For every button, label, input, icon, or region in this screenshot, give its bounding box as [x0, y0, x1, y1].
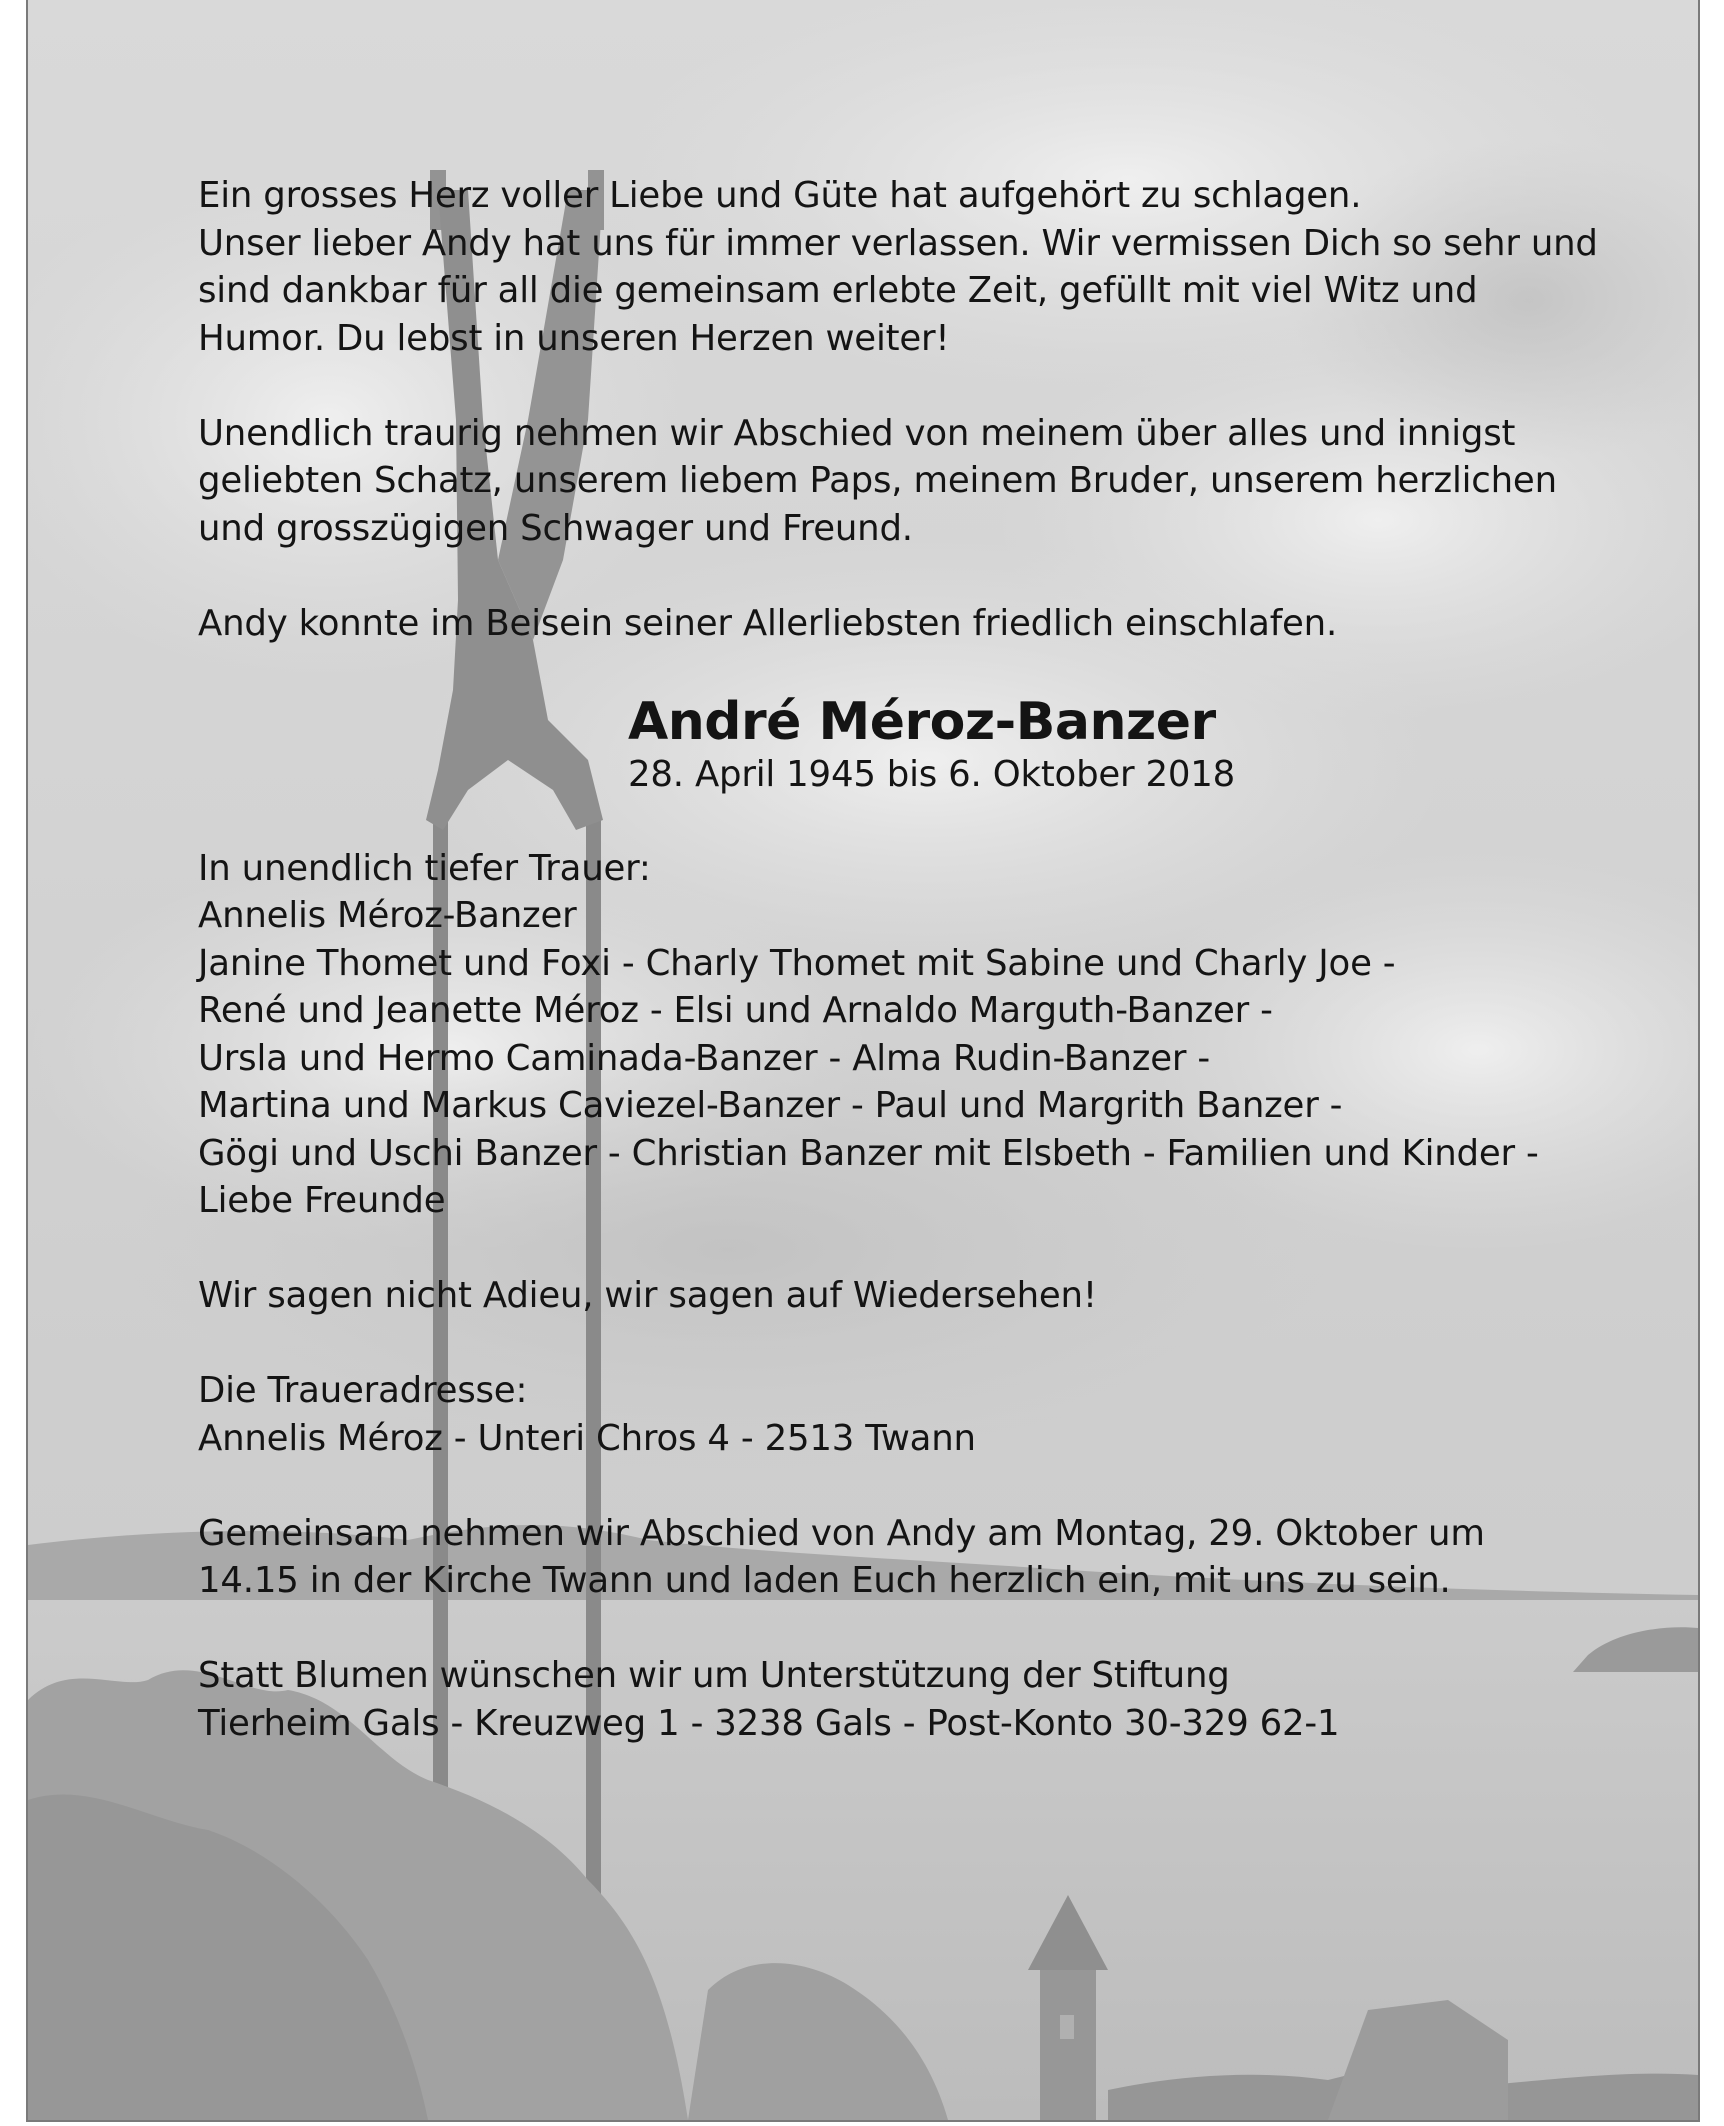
deceased-name: André Méroz-Banzer: [628, 692, 1216, 752]
address-paragraph: [198, 1367, 1648, 1462]
mourners-paragraph: [198, 845, 1648, 1225]
goodbye-paragraph: [198, 1272, 1648, 1320]
donation-line: Tierheim Gals - Kreuzweg 1 - 3238 Gals - Post-Konto 30-329 62-1: [198, 1702, 1340, 1744]
obituary-text: [198, 172, 1648, 1795]
farewell-paragraph: [198, 410, 1648, 553]
peaceful-paragraph: [198, 600, 1648, 648]
mourners-line: Liebe Freunde: [198, 1180, 446, 1221]
mourners-line: Martina und Markus Caviezel-Banzer - Paul und Margrith Banzer -: [198, 1085, 1343, 1126]
ceremony-line: Gemeinsam nehmen wir Abschied von Andy am Montag, 29. Oktober um: [198, 1512, 1485, 1554]
peaceful-line: Andy konnte im Beisein seiner Allerliebsten friedlich einschlafen.: [198, 602, 1338, 644]
ceremony-paragraph: [198, 1510, 1648, 1605]
mourners-line: In unendlich tiefer Trauer:: [198, 847, 651, 889]
farewell-line: geliebten Schatz, unserem liebem Paps, meinem Bruder, unserem herzlichen: [198, 460, 1557, 501]
deceased-block: [628, 691, 1648, 797]
church-tower-body: [1040, 1970, 1096, 2120]
address-line: Annelis Méroz - Unteri Chros 4 - 2513 Twann: [198, 1417, 976, 1459]
deceased-dates: 28. April 1945 bis 6. Oktober 2018: [628, 754, 1236, 795]
church-tower-window: [1060, 2015, 1074, 2039]
intro-paragraph: [198, 172, 1648, 362]
donation-line: Statt Blumen wünschen wir um Unterstützung der Stiftung: [198, 1655, 1230, 1696]
farewell-line: und grosszügigen Schwager und Freund.: [198, 507, 913, 549]
mourners-line: Ursla und Hermo Caminada-Banzer - Alma Rudin-Banzer -: [198, 1037, 1210, 1079]
mourners-line: Janine Thomet und Foxi - Charly Thomet mit Sabine und Charly Joe -: [198, 942, 1396, 984]
intro-line: sind dankbar für all die gemeinsam erlebte Zeit, gefüllt mit viel Witz und: [198, 270, 1478, 311]
mourners-line: Gögi und Uschi Banzer - Christian Banzer mit Elsbeth - Familien und Kinder -: [198, 1132, 1539, 1174]
obituary-page: [26, 0, 1700, 2122]
intro-line: Humor. Du lebst in unseren Herzen weiter!: [198, 317, 950, 359]
intro-line: Ein grosses Herz voller Liebe und Güte hat aufgehört zu schlagen.: [198, 175, 1362, 216]
ceremony-line: 14.15 in der Kirche Twann und laden Euch herzlich ein, mit uns zu sein.: [198, 1560, 1451, 1601]
mourners-line: René und Jeanette Méroz - Elsi und Arnaldo Marguth-Banzer -: [198, 990, 1273, 1031]
address-line: Die Traueradresse:: [198, 1370, 528, 1411]
mourners-line: Annelis Méroz-Banzer: [198, 895, 577, 936]
intro-line: Unser lieber Andy hat uns für immer verlassen. Wir vermissen Dich so sehr und: [198, 222, 1598, 264]
farewell-line: Unendlich traurig nehmen wir Abschied von meinem über alles und innigst: [198, 412, 1516, 454]
goodbye-line: Wir sagen nicht Adieu, wir sagen auf Wiedersehen!: [198, 1275, 1097, 1316]
donation-paragraph: [198, 1652, 1648, 1747]
